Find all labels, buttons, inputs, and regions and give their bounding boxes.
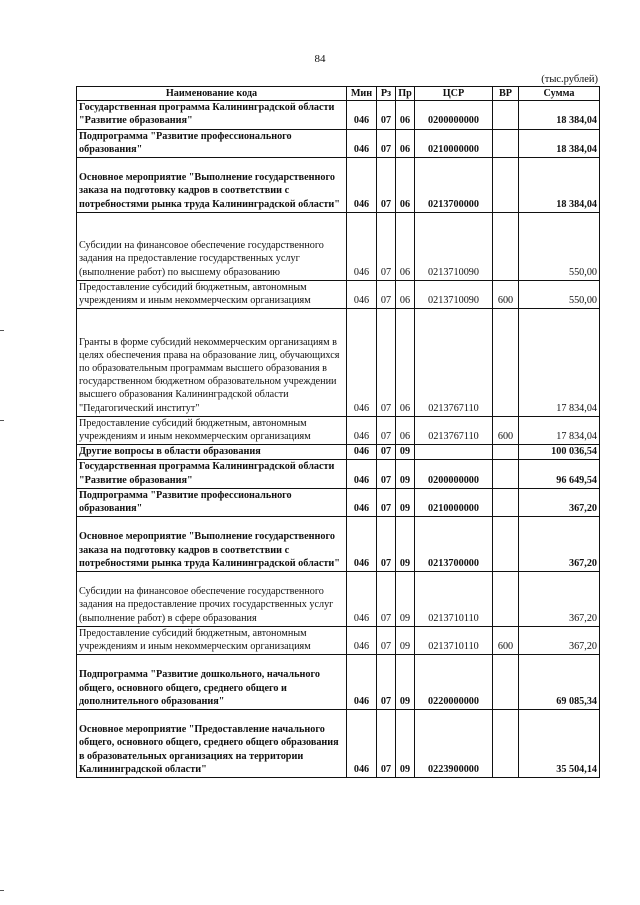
row-name: Подпрограмма "Развитие дошкольного, начального общего, основного общего, среднего общего и дополнительного образования" [77,655,347,710]
row-pr: 09 [396,572,415,627]
row-sum: 550,00 [519,280,600,308]
table-row [77,129,600,157]
row-min: 046 [347,129,377,157]
row-rz: 07 [377,416,396,444]
row-min: 046 [347,158,377,213]
row-pr: 06 [396,101,415,129]
row-pr: 06 [396,158,415,213]
table-row [77,517,600,572]
header-min: Мин [347,87,377,101]
row-vr [493,572,519,627]
row-vr [493,655,519,710]
row-pr: 09 [396,710,415,778]
row-sum: 100 036,54 [519,445,600,460]
row-name: Государственная программа Калининградской области "Развитие образования" [77,460,347,488]
row-vr: 600 [493,416,519,444]
row-rz: 07 [377,101,396,129]
row-pr: 06 [396,129,415,157]
row-min: 046 [347,517,377,572]
row-rz: 07 [377,212,396,280]
row-sum: 18 384,04 [519,158,600,213]
row-vr [493,488,519,516]
table-row [77,460,600,488]
row-csr: 0213767110 [415,416,493,444]
table-header-row [77,87,600,101]
row-sum: 18 384,04 [519,129,600,157]
row-rz: 07 [377,460,396,488]
row-min: 046 [347,416,377,444]
row-rz: 07 [377,517,396,572]
row-pr: 06 [396,280,415,308]
table-row [77,280,600,308]
row-csr: 0213710110 [415,572,493,627]
row-min: 046 [347,101,377,129]
row-rz: 07 [377,158,396,213]
row-csr: 0210000000 [415,488,493,516]
budget-table [76,86,600,778]
table-row [77,488,600,516]
row-rz: 07 [377,572,396,627]
table-row [77,655,600,710]
header-vr: ВР [493,87,519,101]
row-vr: 600 [493,280,519,308]
row-name: Субсидии на финансовое обеспечение государственного задания на предоставление государственных услуг (выполнение работ) по высшему образованию [77,212,347,280]
table-row [77,309,600,417]
row-name: Предоставление субсидий бюджетным, автономным учреждениям и иным некоммерческим организациям [77,280,347,308]
row-name: Подпрограмма "Развитие профессионального образования" [77,129,347,157]
row-pr: 06 [396,212,415,280]
row-csr: 0213767110 [415,309,493,417]
header-rz: Рз [377,87,396,101]
row-pr: 09 [396,655,415,710]
row-pr: 09 [396,488,415,516]
table-row [77,445,600,460]
row-csr: 0213710110 [415,626,493,654]
row-sum: 96 649,54 [519,460,600,488]
row-vr [493,212,519,280]
table-body [77,101,600,778]
header-sum: Сумма [519,87,600,101]
row-name: Основное мероприятие "Выполнение государственного заказа на подготовку кадров в соответствии с потребностями рынка труда Калининградской области" [77,158,347,213]
row-min: 046 [347,655,377,710]
row-min: 046 [347,445,377,460]
row-csr: 0213710090 [415,280,493,308]
row-pr: 06 [396,416,415,444]
table-row [77,710,600,778]
table-row [77,101,600,129]
row-csr: 0220000000 [415,655,493,710]
row-vr [493,158,519,213]
page-number: 84 [314,53,326,65]
row-rz: 07 [377,445,396,460]
row-pr: 09 [396,460,415,488]
row-min: 046 [347,309,377,417]
row-name: Подпрограмма "Развитие профессионального образования" [77,488,347,516]
row-csr: 0213710090 [415,212,493,280]
row-sum: 550,00 [519,212,600,280]
row-name: Государственная программа Калининградской области "Развитие образования" [77,101,347,129]
row-name: Субсидии на финансовое обеспечение государственного задания на предоставление прочих государственных услуг (выполнение работ) в сфере образования [77,572,347,627]
scan-margin-mark [0,890,4,891]
row-csr: 0200000000 [415,460,493,488]
row-min: 046 [347,626,377,654]
row-min: 046 [347,212,377,280]
row-rz: 07 [377,488,396,516]
row-rz: 07 [377,309,396,417]
row-sum: 17 834,04 [519,416,600,444]
row-sum: 367,20 [519,572,600,627]
row-vr [493,101,519,129]
table-row [77,626,600,654]
row-min: 046 [347,460,377,488]
row-vr [493,517,519,572]
row-min: 046 [347,488,377,516]
row-csr: 0213700000 [415,158,493,213]
row-name: Предоставление субсидий бюджетным, автономным учреждениям и иным некоммерческим организациям [77,416,347,444]
row-pr: 09 [396,445,415,460]
header-csr: ЦСР [415,87,493,101]
row-sum: 17 834,04 [519,309,600,417]
row-vr [493,460,519,488]
row-name: Основное мероприятие "Выполнение государственного заказа на подготовку кадров в соответствии с потребностями рынка труда Калининградской области" [77,517,347,572]
header-pr: Пр [396,87,415,101]
row-min: 046 [347,710,377,778]
table-row [77,158,600,213]
row-sum: 35 504,14 [519,710,600,778]
row-rz: 07 [377,280,396,308]
row-name: Предоставление субсидий бюджетным, автономным учреждениям и иным некоммерческим организациям [77,626,347,654]
budget-table-container [76,86,599,778]
row-sum: 367,20 [519,517,600,572]
row-vr [493,710,519,778]
scan-margin-mark [0,330,4,331]
row-sum: 367,20 [519,626,600,654]
row-csr: 0210000000 [415,129,493,157]
units-label: (тыс.рублей) [541,74,598,85]
table-row [77,572,600,627]
row-csr [415,445,493,460]
row-csr: 0200000000 [415,101,493,129]
row-sum: 69 085,34 [519,655,600,710]
row-name: Другие вопросы в области образования [77,445,347,460]
row-csr: 0213700000 [415,517,493,572]
row-rz: 07 [377,626,396,654]
table-row [77,212,600,280]
table-row [77,416,600,444]
row-vr [493,309,519,417]
row-name: Основное мероприятие "Предоставление начального общего, основного общего, среднего общего образования в образовательных организациях на территории Калининградской области" [77,710,347,778]
row-csr: 0223900000 [415,710,493,778]
scan-margin-mark [0,420,4,421]
row-vr [493,445,519,460]
header-name: Наименование кода [77,87,347,101]
row-sum: 367,20 [519,488,600,516]
row-pr: 09 [396,517,415,572]
row-rz: 07 [377,655,396,710]
row-pr: 09 [396,626,415,654]
row-sum: 18 384,04 [519,101,600,129]
row-min: 046 [347,572,377,627]
row-min: 046 [347,280,377,308]
row-name: Гранты в форме субсидий некоммерческим организациям в целях обеспечения права на образование лиц, обучающихся по образовательным программам высшего образования в государственном бюджетном образовательном учреждении высшего образования Калининградской области "Педагогический институт" [77,309,347,417]
row-pr: 06 [396,309,415,417]
row-rz: 07 [377,129,396,157]
row-rz: 07 [377,710,396,778]
row-vr [493,129,519,157]
row-vr: 600 [493,626,519,654]
